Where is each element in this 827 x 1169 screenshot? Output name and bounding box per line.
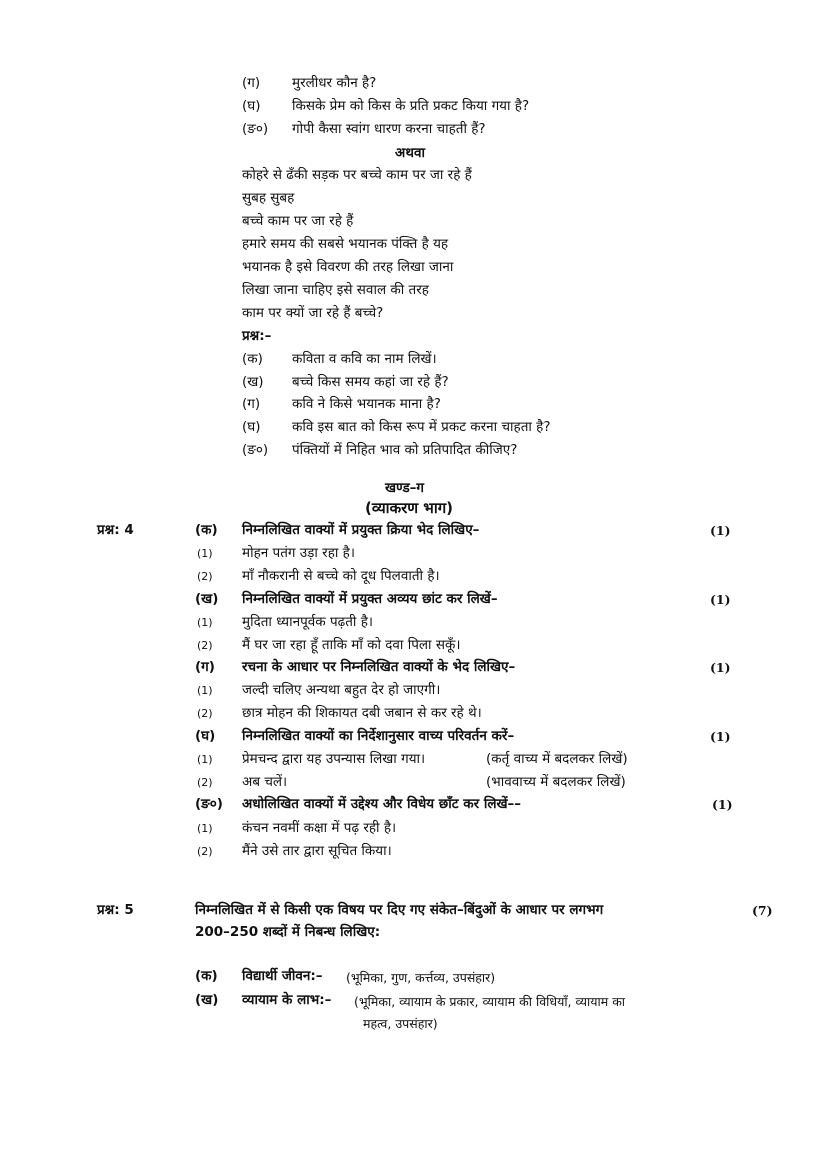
item-number: (1): [197, 616, 213, 629]
question-number: प्रश्न: 5: [97, 902, 134, 918]
item-text: मोहन पतंग उड़ा रहा है।: [242, 545, 355, 561]
part-heading: अधोलिखित वाक्यों में उद्देश्य और विधेय छाँट कर लिखें––: [242, 796, 522, 812]
item-label: (ख): [242, 374, 264, 390]
poem-line: कोहरे से ढँकी सड़क पर बच्चे काम पर जा रहे हैं: [242, 167, 472, 183]
item-number: (1): [197, 547, 213, 560]
item-text: माँ नौकरानी से बच्चे को दूध पिलवाती है।: [242, 568, 440, 584]
marks: (1): [710, 523, 731, 538]
item-label: (ङ०): [242, 121, 269, 137]
marks: (1): [712, 797, 733, 812]
poem-line: सुबह सुबह: [242, 190, 295, 206]
item-text: प्रेमचन्द द्वारा यह उपन्यास लिखा गया।: [242, 751, 426, 767]
part-label: (ख): [195, 591, 219, 607]
item-text: कवि इस बात को किस रूप में प्रकट करना चाहता है?: [292, 419, 551, 435]
item-text: बच्चे किस समय कहां जा रहे हैं?: [292, 374, 449, 390]
item-text: पंक्तियों में निहित भाव को प्रतिपादित कीजिए?: [292, 442, 518, 458]
marks: (1): [710, 592, 731, 607]
part-label: (घ): [195, 728, 216, 744]
section-title: खण्ड–ग: [385, 480, 425, 496]
option-label: (क): [195, 968, 218, 984]
item-number: (2): [197, 639, 213, 652]
option-hint: (भूमिका, गुण, कर्त्तव्य, उपसंहार): [346, 970, 496, 985]
item-text: जल्दी चलिए अन्यथा बहुत देर हो जाएगी।: [242, 682, 441, 698]
part-label: (क): [195, 522, 218, 538]
option-title: विद्यार्थी जीवन:–: [242, 968, 323, 984]
poem-line: भयानक है इसे विवरण की तरह लिखा जाना: [242, 259, 454, 275]
marks: (1): [710, 729, 731, 744]
item-label: (ग): [242, 396, 261, 412]
option-title: व्यायाम के लाभ:–: [242, 992, 332, 1008]
item-label: (घ): [242, 98, 261, 114]
item-text: कविता व कवि का नाम लिखें।: [292, 351, 437, 367]
item-text: गोपी कैसा स्वांग धारण करना चाहती हैं?: [292, 121, 486, 137]
item-number: (1): [197, 684, 213, 697]
question-text-line2: 200–250 शब्दों में निबन्ध लिखिए:: [195, 924, 381, 940]
poem-line: लिखा जाना चाहिए इसे सवाल की तरह: [242, 282, 429, 298]
option-hint-line2: महत्व, उपसंहार): [363, 1016, 438, 1031]
item-text: कंचन नवमीं कक्षा में पढ़ रही है।: [242, 820, 397, 836]
poem-line: काम पर क्यों जा रहे हैं बच्चे?: [242, 305, 384, 321]
item-label: (क): [242, 351, 263, 367]
item-number: (2): [197, 776, 213, 789]
section-subtitle: (व्याकरण भाग): [365, 499, 454, 517]
part-heading: निम्नलिखित वाक्यों का निर्देशानुसार वाच्य परिवर्तन करें–: [242, 728, 515, 744]
item-number: (2): [197, 570, 213, 583]
part-heading: निम्नलिखित वाक्यों में प्रयुक्त क्रिया भेद लिखिए–: [242, 522, 480, 538]
question-text: निम्नलिखित में से किसी एक विषय पर दिए गए संकेत–बिंदुओं के आधार पर लगभग: [195, 902, 604, 918]
item-text: किसके प्रेम को किस के प्रति प्रकट किया गया है?: [292, 98, 530, 114]
prashn-label: प्रश्न:–: [242, 328, 272, 344]
item-number: (2): [197, 845, 213, 858]
item-text: मुरलीधर कौन है?: [292, 75, 377, 91]
item-number: (1): [197, 822, 213, 835]
item-text: अब चलें।: [242, 774, 288, 790]
item-number: (2): [197, 707, 213, 720]
part-heading: निम्नलिखित वाक्यों में प्रयुक्त अव्यय छांट कर लिखें–: [242, 591, 498, 607]
marks: (1): [710, 660, 731, 675]
item-number: (1): [197, 753, 213, 766]
question-number: प्रश्न: 4: [97, 522, 134, 538]
part-heading: रचना के आधार पर निम्नलिखित वाक्यों के भेद लिखिए–: [242, 659, 516, 675]
athva-heading: अथवा: [395, 145, 425, 161]
item-note: (भाववाच्य में बदलकर लिखें): [486, 774, 626, 790]
item-text: मैंने उसे तार द्वारा सूचित किया।: [242, 843, 392, 859]
part-label: (ग): [195, 659, 215, 675]
poem-line: बच्चे काम पर जा रहे हैं: [242, 213, 354, 229]
item-label: (घ): [242, 419, 261, 435]
item-text: छात्र मोहन की शिकायत दबी जबान से कर रहे थे।: [242, 705, 482, 721]
item-text: कवि ने किसे भयानक माना है?: [292, 396, 441, 412]
marks: (7): [752, 903, 773, 918]
poem-line: हमारे समय की सबसे भयानक पंक्ति है यह: [242, 236, 449, 252]
item-note: (कर्तृ वाच्य में बदलकर लिखें): [486, 751, 628, 767]
part-label: (ङ०): [195, 796, 223, 812]
item-label: (ग): [242, 75, 261, 91]
item-text: मुदिता ध्यानपूर्वक पढ़ती है।: [242, 614, 373, 630]
item-label: (ङ०): [242, 442, 269, 458]
option-hint: (भूमिका, व्यायाम के प्रकार, व्यायाम की विधियाँ, व्यायाम का: [354, 994, 626, 1009]
item-text: मैं घर जा रहा हूँ ताकि माँ को दवा पिला सकूँ।: [242, 637, 461, 653]
option-label: (ख): [195, 992, 219, 1008]
